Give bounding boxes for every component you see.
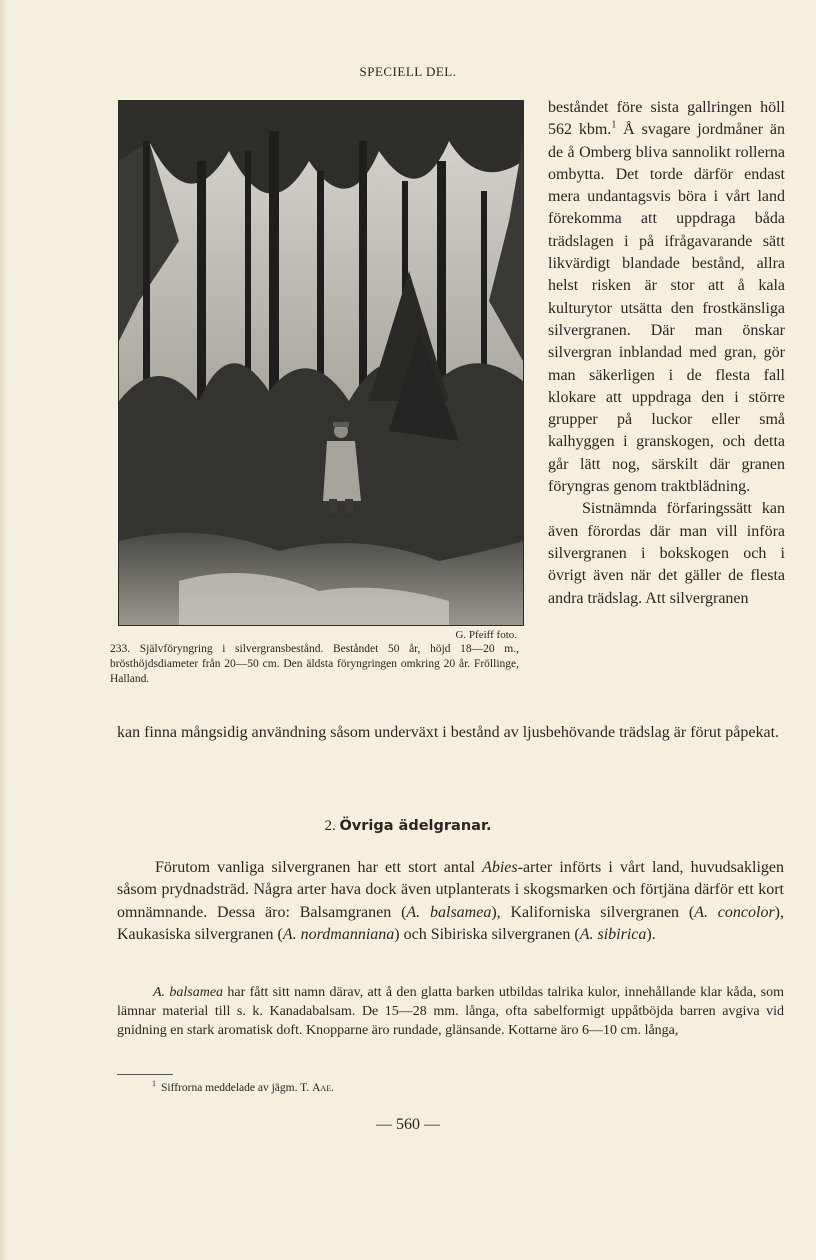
forest-photograph: [118, 100, 524, 626]
continuation-text: kan finna mångsidig användning såsom underväxt i bestånd av ljusbehövande trädslag är förut påpekat.: [117, 724, 780, 741]
page-edge: [0, 0, 8, 1260]
footnote-marker: 1: [152, 1079, 156, 1089]
section-number: 2.: [324, 818, 336, 834]
paragraph-text: Förutom vanliga silvergranen har ett stort antal: [155, 859, 483, 876]
paragraph-text: ) och Sibiriska silvergranen (: [394, 925, 580, 943]
paragraph-text: -arter införts i vårt land, huvudsakligen såsom prydnadsträd. Några arter hava dock även utplanterats i skogsmarken och förtjäna därför ett kort omnämnande. Dessa äro: Balsamgranen (: [117, 859, 785, 921]
right-paragraph-1-b: Å svagare jordmåner än de å Omberg bliva sannolikt rollerna ombytta. Det torde därför endast mera undantagsvis böra i vårt land förekomma att uppdraga båda trädslagen i på ifrågavarande sätt likvärdigt blandade bestånd, allra helst risken är stor att å kala kulturytor utsätta den frostkänsliga silvergranen. Där man önskar silvergran inblandad med gran, gör man säkerligen i de flesta fall klokare att uppdraga den i större grupper på luckor eller små kalhyggen i granskogen, och detta går lätt nog, särskilt där granen föryngras genom traktblädning.: [548, 121, 786, 496]
footnote-divider: [117, 1074, 173, 1075]
paragraph-text: ), Kaukasiska silvergranen (: [117, 903, 784, 943]
footnote-text: .: [331, 1082, 334, 1094]
figure-caption: [110, 642, 519, 687]
figure-number: 233.: [110, 643, 131, 655]
footnote-reference: 1: [611, 119, 617, 131]
forest-photo-image: [119, 101, 523, 625]
species-name: A. nordmanniana: [282, 925, 395, 943]
right-column-text: [548, 97, 785, 610]
right-paragraph-1: [548, 97, 785, 498]
paragraph-text: ), Kaliforniska silvergranen (: [491, 903, 695, 921]
paragraph-other-firs: [117, 857, 784, 946]
footnote-text: Siffrorna meddelade av jägm. T.: [161, 1082, 313, 1094]
running-head: SPECIELL DEL.: [359, 64, 457, 79]
paragraph-text: har fått sitt namn därav, att å den glatta barken utbildas talrika kulor, innehållande klar kåda, som lämnar material till s. k. Kanadabalsam. De 15—28 mm. långa, ofta sabelformigt uppåtböjda barren avgiva vid gnidning en stark aromatisk doft. Knopparne äro rundade, glänsande. Kottarne äro 6—10 cm. långa,: [117, 985, 784, 1038]
species-name: A. concolor: [694, 903, 775, 921]
right-paragraph-1-a: beståndet före sista gallringen höll 562 kbm.: [548, 99, 785, 139]
species-name: A. balsamea: [153, 985, 224, 1000]
paragraph-balsamea: [117, 983, 784, 1040]
photo-credit: G. Pfeiff foto.: [455, 629, 517, 641]
paragraph-text: ).: [646, 925, 656, 943]
species-name: A. sibirica: [579, 925, 647, 943]
genus-name: Abies: [482, 859, 518, 876]
right-paragraph-2: Sistnämnda förfaringssätt kan även förordas där man vill införa silvergranen i bokskogen och i övrigt även när det gäller de flesta andra trädslag. Att silvergranen: [548, 500, 785, 607]
section-heading: [0, 818, 816, 835]
page-number: — 560 —: [376, 1116, 440, 1133]
footnote: [152, 1079, 334, 1094]
figure-caption-text: Självföryngring i silvergransbestånd. Beståndet 50 år, höjd 18—20 m., brösthöjdsdiameter från 20—50 cm. Den äldsta föryngringen omkring 20 år. Fröllinge, Halland.: [110, 643, 519, 685]
section-title: Övriga ädelgranar.: [339, 818, 492, 834]
footnote-name: Aae: [312, 1082, 332, 1094]
species-name: A. balsamea: [406, 903, 492, 921]
